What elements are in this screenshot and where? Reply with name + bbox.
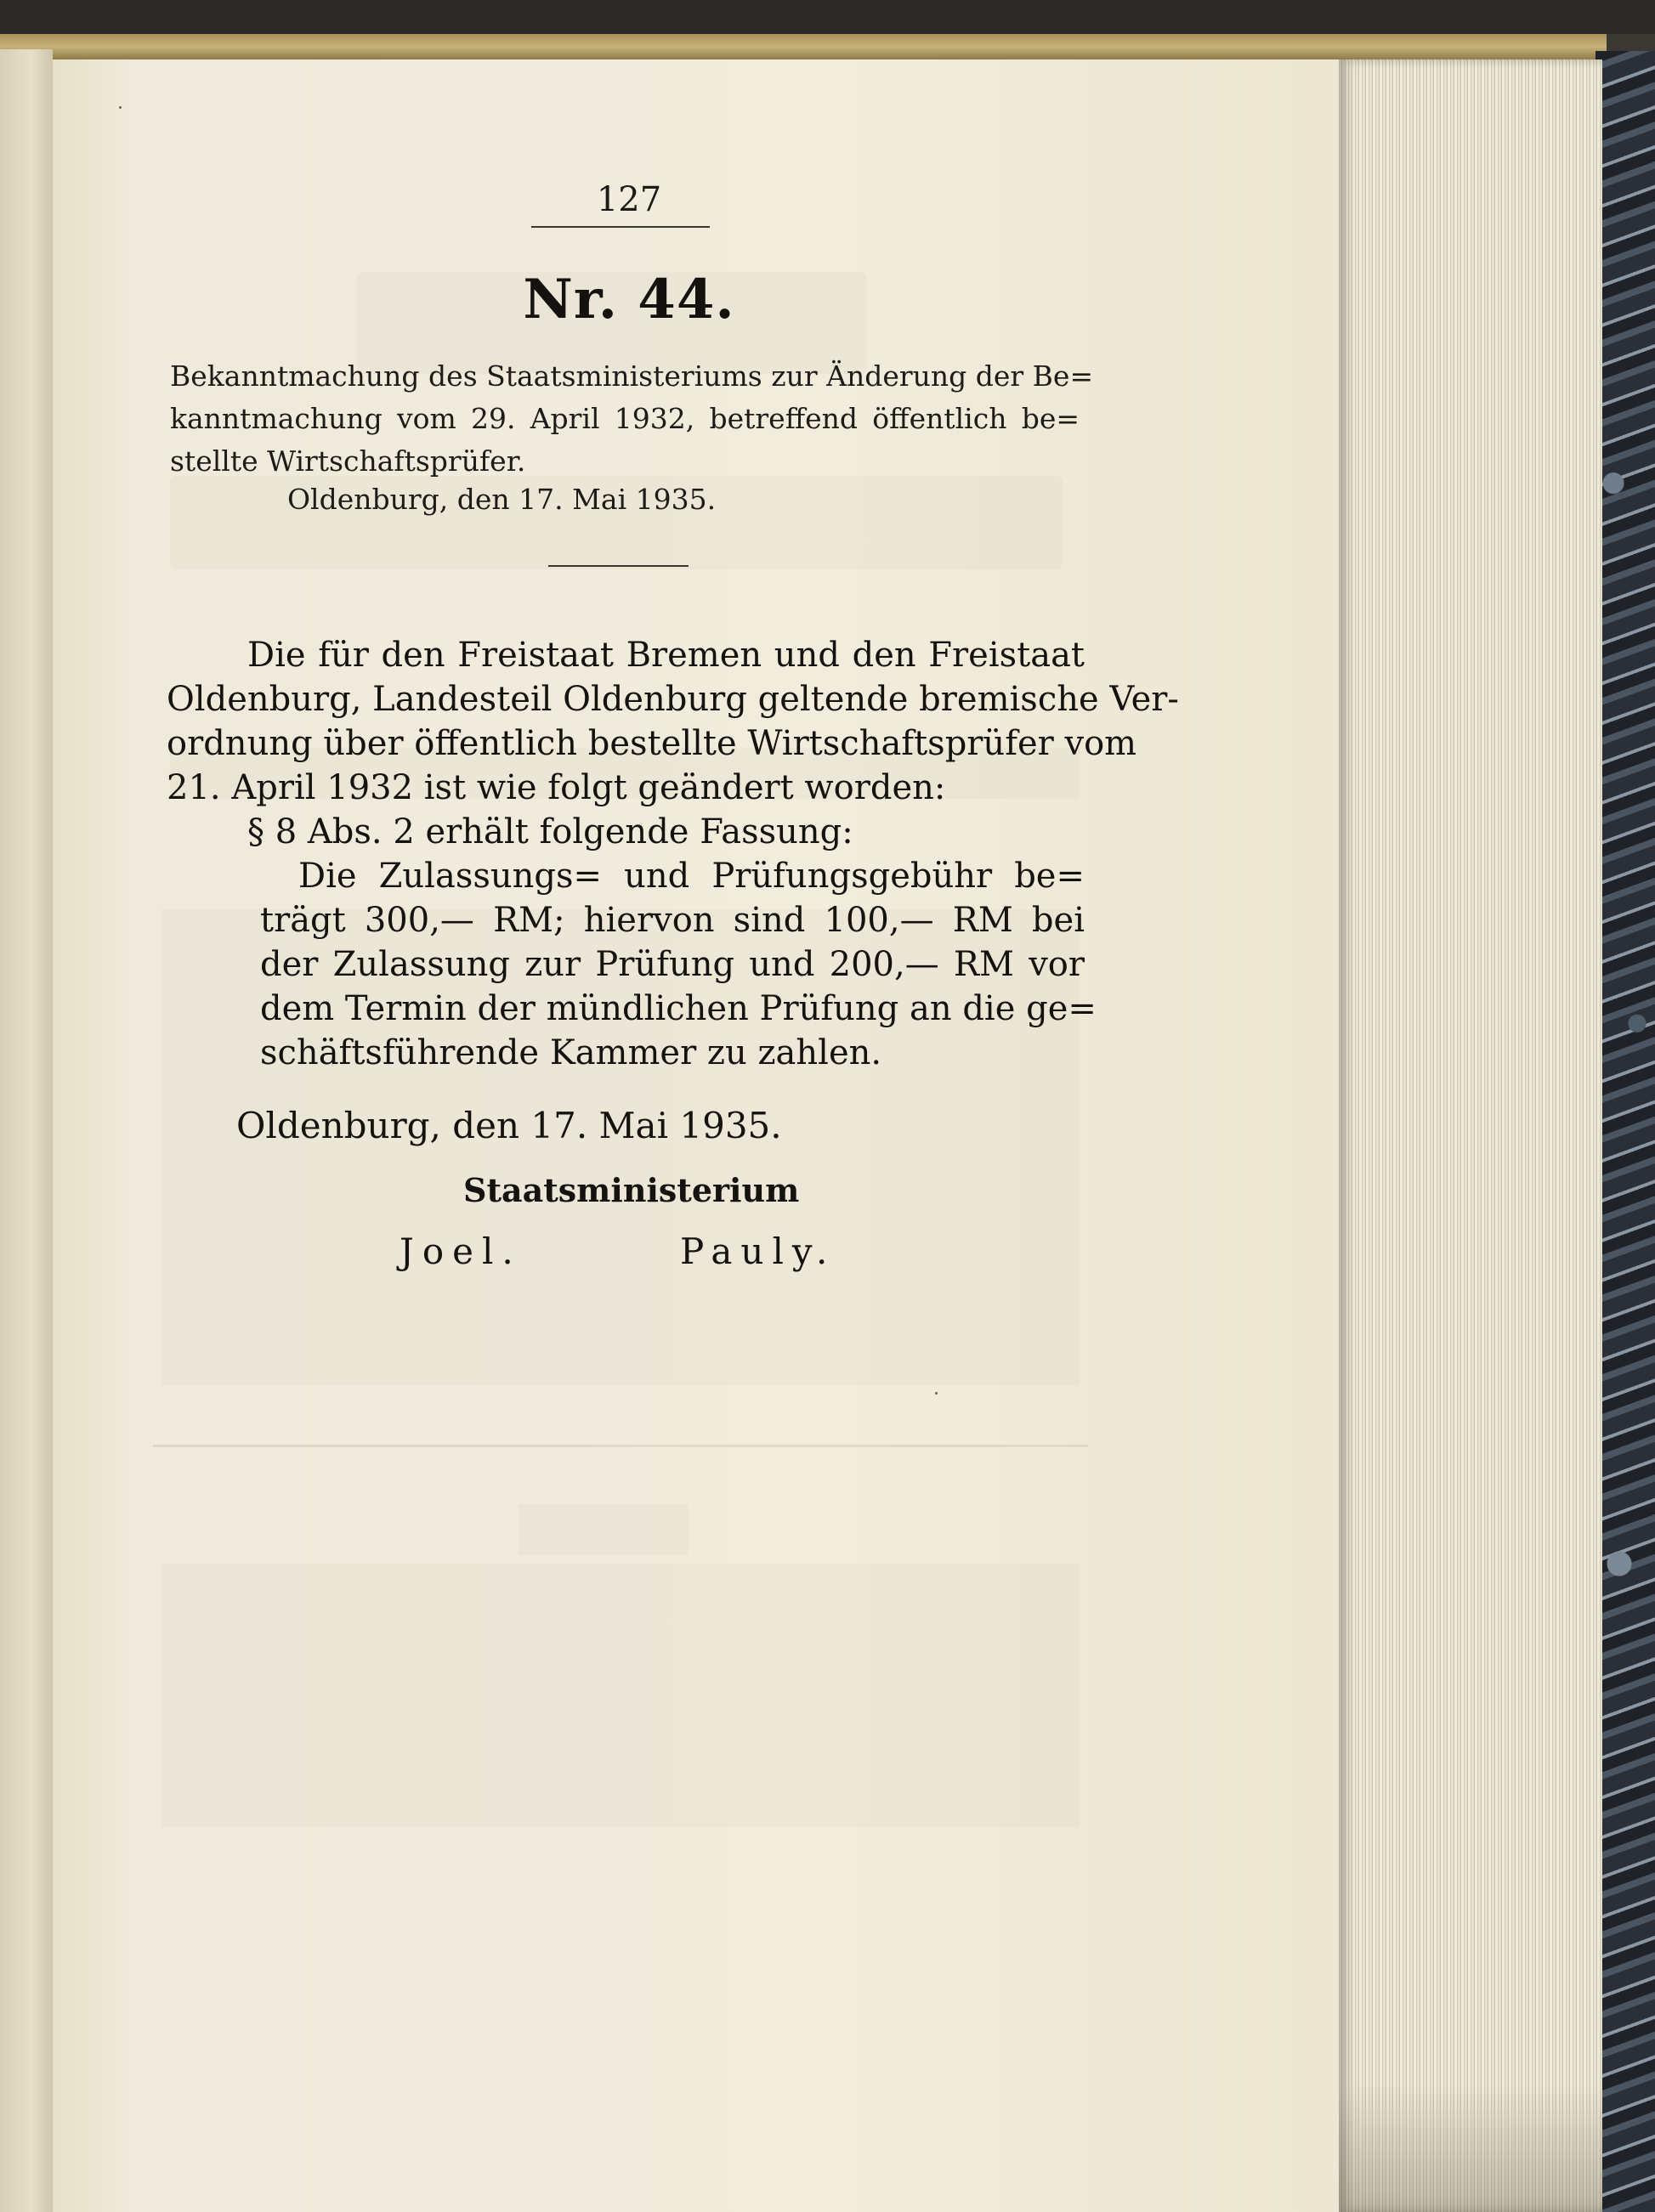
body-line: 21. April 1932 ist wie folgt geändert worden: xyxy=(167,768,946,807)
previous-page-edge xyxy=(0,49,53,2212)
page-block-edges xyxy=(1339,59,1602,2212)
subject-line: kanntmachung vom 29. April 1932, betreffend öffentlich be= xyxy=(170,402,1080,435)
announcement-number: Nr. 44. xyxy=(523,268,735,331)
closing-date: Oldenburg, den 17. Mai 1935. xyxy=(236,1105,782,1146)
amended-text-line: der Zulassung zur Prüfung und 200,— RM vor xyxy=(260,945,1085,984)
subject-line: stellte Wirtschaftsprüfer. xyxy=(170,444,526,478)
marbled-board xyxy=(1595,51,1655,2212)
page-number-rule xyxy=(531,226,710,228)
bleed-through-block xyxy=(162,1564,1080,1827)
gilt-top-edge xyxy=(0,34,1607,59)
section-rule xyxy=(548,565,689,567)
page-edge-shadow xyxy=(1339,2082,1602,2212)
signature-pauly: Pauly. xyxy=(680,1230,836,1272)
body-line: Oldenburg, Landesteil Oldenburg geltende bremische Ver- xyxy=(167,680,1179,719)
body-line: Die für den Freistaat Bremen und den Freistaat xyxy=(247,636,1085,675)
bleed-through-block xyxy=(519,1504,689,1555)
subject-date: Oldenburg, den 17. Mai 1935. xyxy=(287,483,717,516)
paper-speck xyxy=(119,106,122,109)
body-line: ordnung über öffentlich bestellte Wirtschaftsprüfer vom xyxy=(167,724,1137,763)
amended-text-line: schäftsführende Kammer zu zahlen. xyxy=(260,1033,882,1072)
announcement-subject xyxy=(170,355,1094,483)
page-number: 127 xyxy=(596,180,662,219)
paper-speck xyxy=(935,1392,938,1395)
announcement-body xyxy=(167,633,1179,1075)
subject-line: Bekanntmachung des Staatsministeriums zur Änderung der Be= xyxy=(170,359,1094,393)
amended-text-line: Die Zulassungs= und Prüfungsgebühr be= xyxy=(298,857,1085,896)
bleed-through-rule xyxy=(153,1445,1088,1447)
amended-text-line: trägt 300,— RM; hiervon sind 100,— RM bei xyxy=(260,901,1085,940)
amended-text-line: dem Termin der mündlichen Prüfung an die ge= xyxy=(260,989,1097,1028)
signatory-body: Staatsministerium xyxy=(463,1171,800,1209)
signature-joel: Joel. xyxy=(400,1230,522,1272)
body-line: § 8 Abs. 2 erhält folgende Fassung: xyxy=(247,812,853,851)
